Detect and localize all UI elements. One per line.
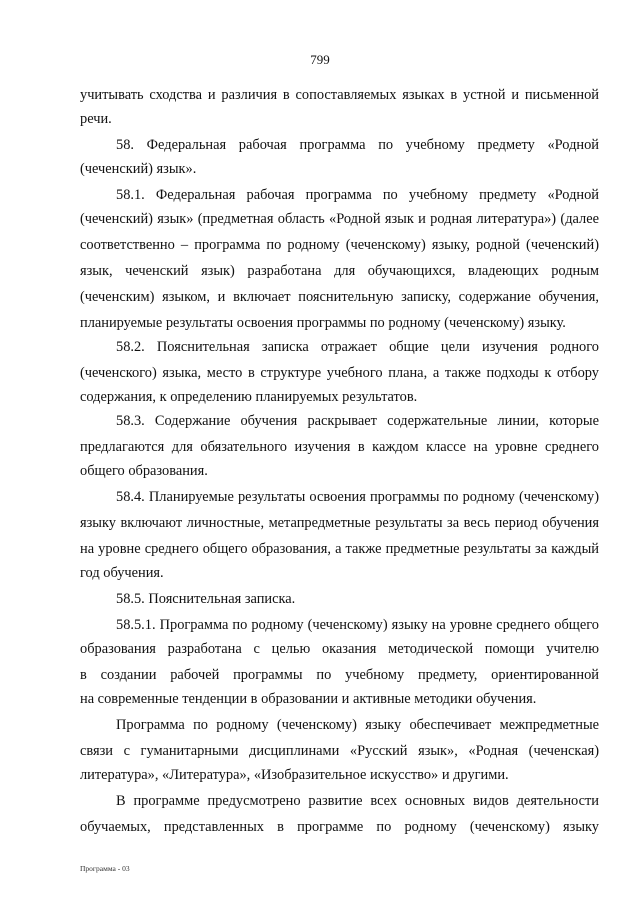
text-line: языку включают личностные, метапредметные результаты за весь период обучения xyxy=(80,515,599,531)
text-line: литература», «Литература», «Изобразительное искусство» и другими. xyxy=(80,767,509,783)
text-line: (чеченский) язык». xyxy=(80,161,197,177)
footer-label: Программа - 03 xyxy=(80,864,130,873)
paragraph-start: В программе предусмотрено развитие всех основных видов деятельности xyxy=(116,793,599,809)
text-line: (чеченским) языком, и включает пояснительную записку, содержание обучения, xyxy=(80,289,599,305)
text-line: в создании рабочей программы по учебному предмету, ориентированной xyxy=(80,667,599,683)
page-number: 799 xyxy=(310,52,330,67)
text-line: язык, чеченский язык) разработана для обучающихся, владеющих родным xyxy=(80,263,599,279)
text-line: образования разработана с целью оказания методической помощи учителю xyxy=(80,641,599,657)
text-line: год обучения. xyxy=(80,565,164,581)
paragraph-start: Программа по родному (чеченскому) языку обеспечивает межпредметные xyxy=(116,717,599,733)
text-line: учитывать сходства и различия в сопоставляемых языках в устной и письменной xyxy=(80,87,599,103)
text-line: планируемые результаты освоения программы по родному (чеченскому) языку. xyxy=(80,315,566,331)
text-line: (чеченский) язык» (предметная область «Родной язык и родная литература») (далее xyxy=(80,211,599,227)
text-line: общего образования. xyxy=(80,463,208,479)
paragraph-start: 58.3. Содержание обучения раскрывает содержательные линии, которые xyxy=(116,413,599,429)
paragraph-start: 58.5.1. Программа по родному (чеченскому) языку на уровне среднего общего xyxy=(116,617,599,633)
text-line: речи. xyxy=(80,111,112,127)
text-line: содержания, к определению планируемых результатов. xyxy=(80,389,418,405)
text-line: (чеченского) языка, место в структуре учебного плана, а также подходы к отбору xyxy=(80,365,599,381)
text-line: соответственно – программа по родному (чеченскому) языку, родной (чеченский) xyxy=(80,237,599,253)
section-heading: 58. Федеральная рабочая программа по учебному предмету «Родной xyxy=(116,137,599,153)
text-line: обучаемых, представленных в программе по родному (чеченскому) языку xyxy=(80,819,599,835)
text-line: предлагаются для обязательного изучения в каждом классе на уровне среднего xyxy=(80,439,599,455)
text-line: на уровне среднего общего образования, а также предметные результаты за каждый xyxy=(80,541,599,557)
subsection-heading: 58.5. Пояснительная записка. xyxy=(116,591,296,607)
text-line: на современные тенденции в образовании и активные методики обучения. xyxy=(80,691,537,707)
paragraph-start: 58.4. Планируемые результаты освоения программы по родному (чеченскому) xyxy=(116,489,599,505)
paragraph-start: 58.1. Федеральная рабочая программа по учебному предмету «Родной xyxy=(116,187,599,203)
text-line: связи с гуманитарными дисциплинами «Русский язык», «Родная (чеченская) xyxy=(80,743,599,759)
paragraph-start: 58.2. Пояснительная записка отражает общие цели изучения родного xyxy=(116,339,599,355)
